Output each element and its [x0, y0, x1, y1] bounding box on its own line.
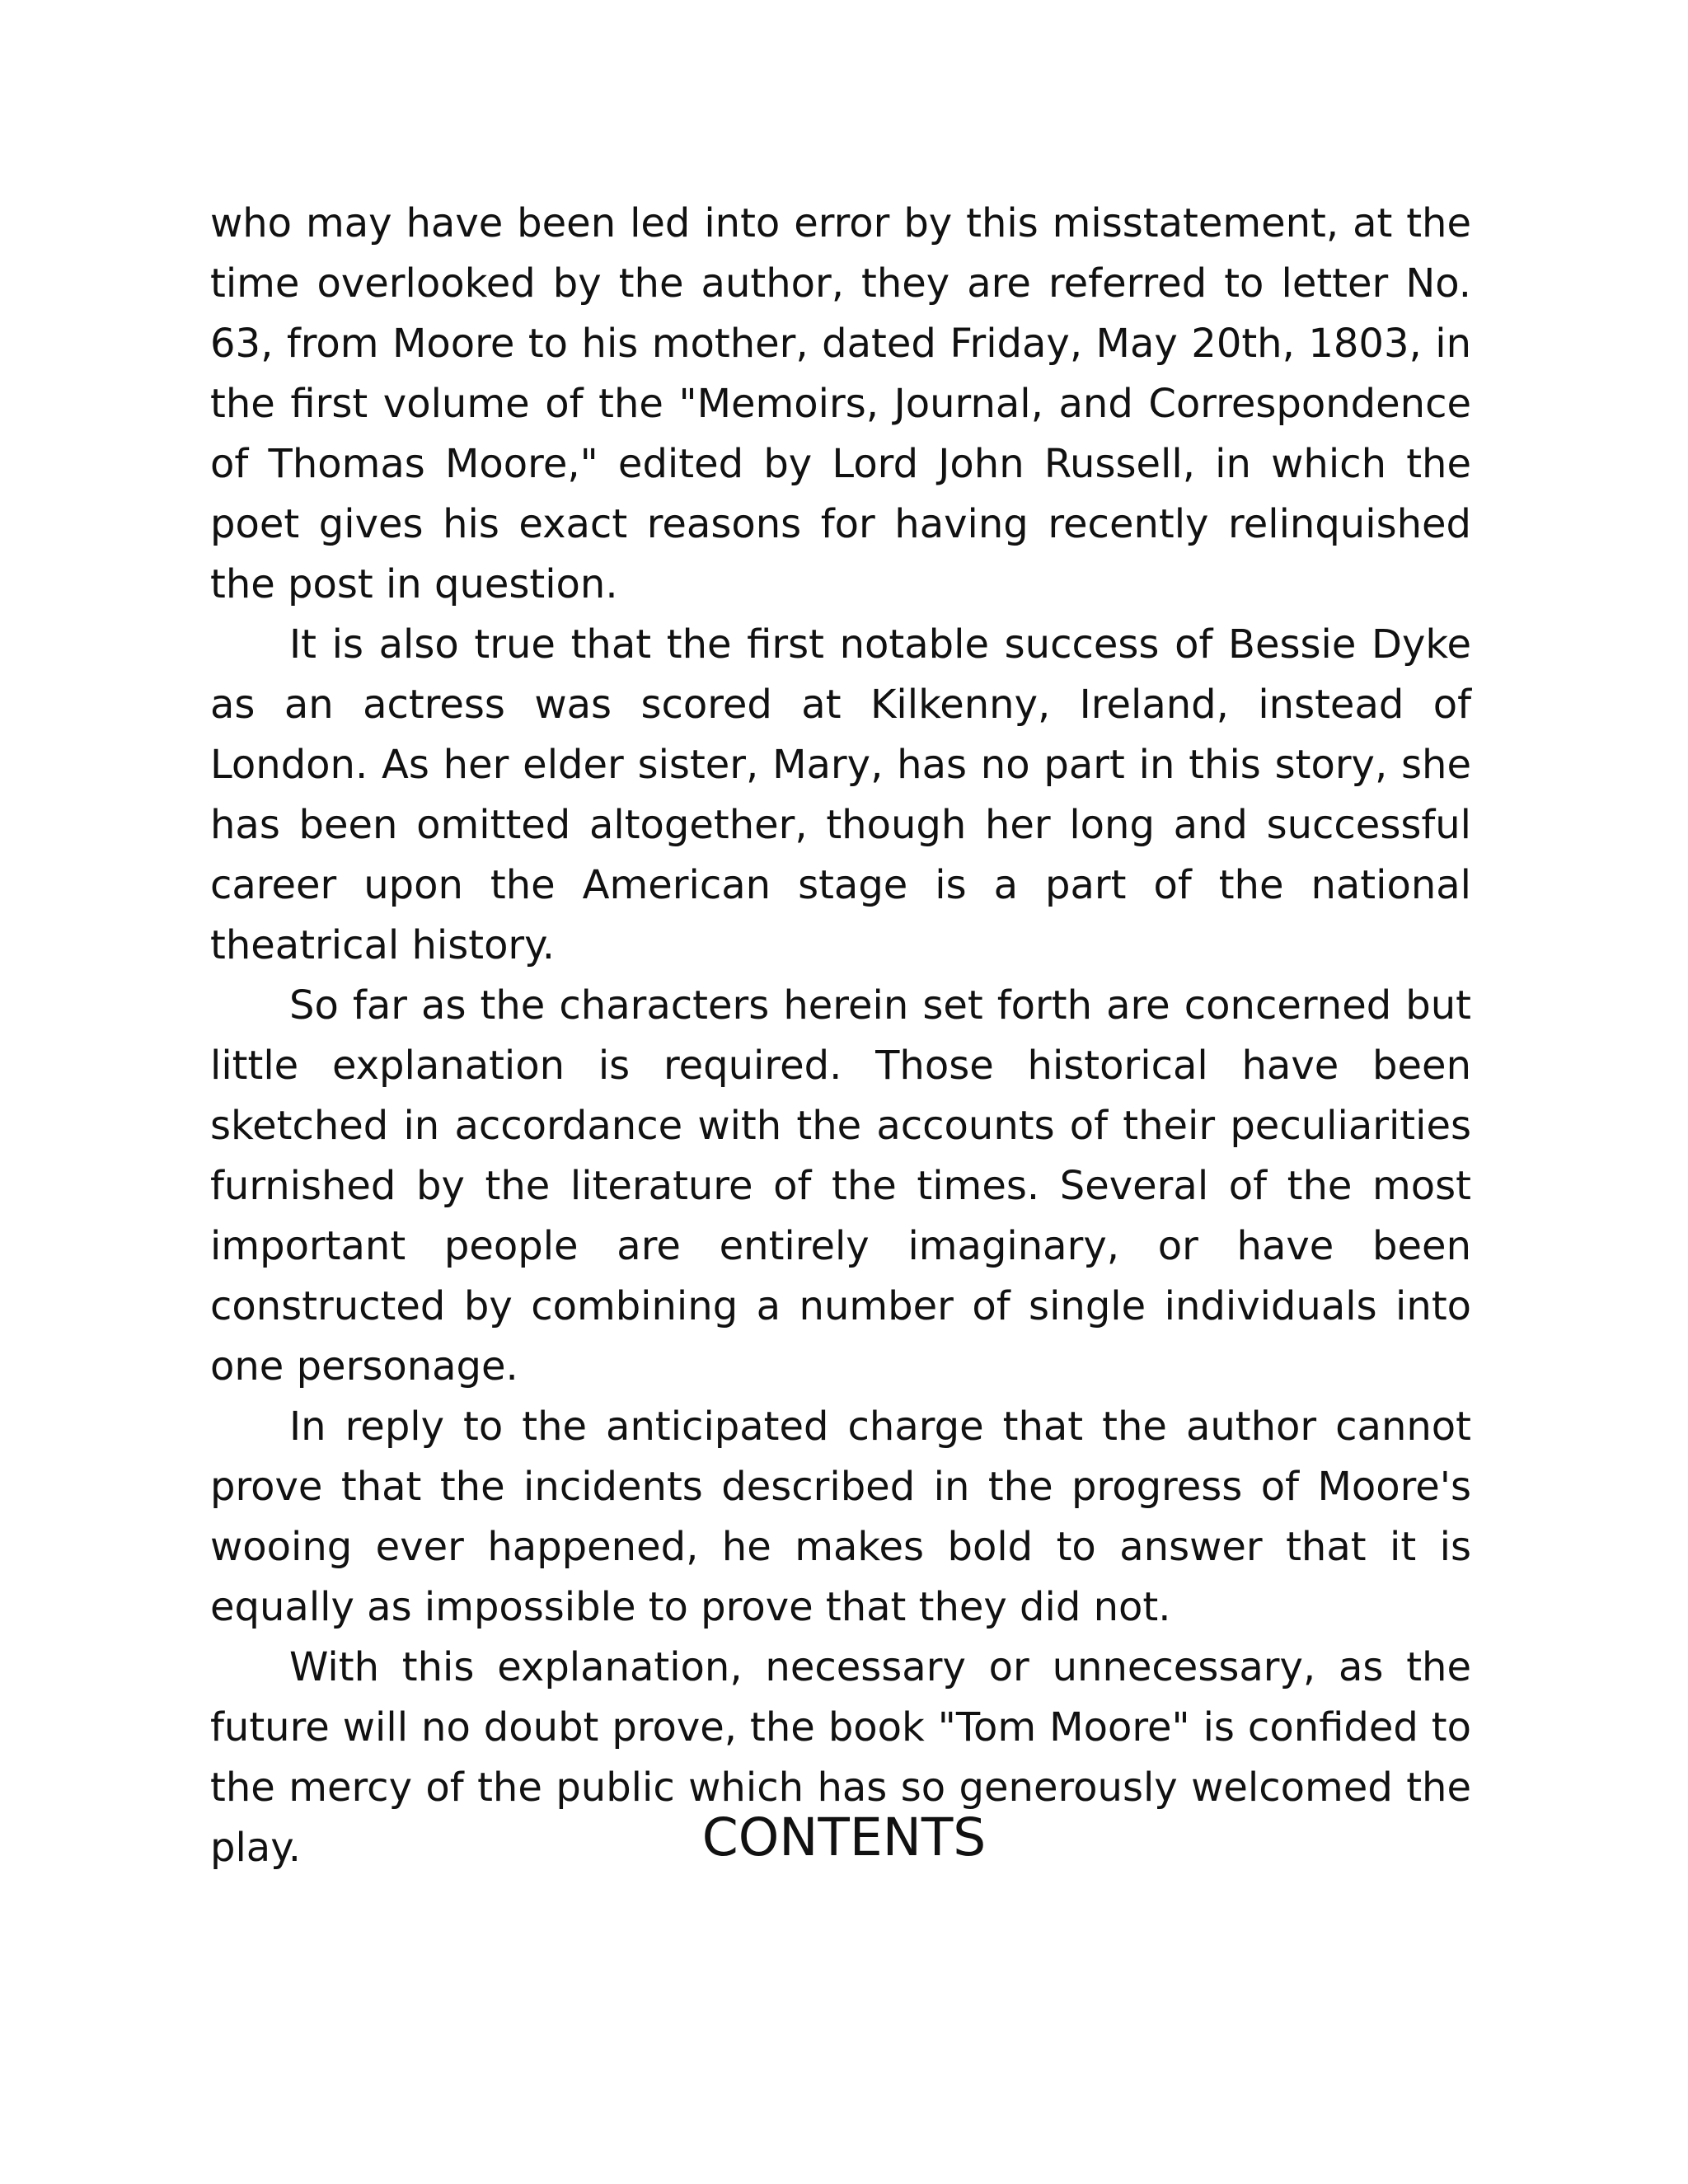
- paragraph-bessie-dyke: It is also true that the first notable success of Bessie Dyke as an actress was scored at Kilkenny, Ireland, instead of London. As her elder sister, Mary, has no part in this story, she has been omitted altogether, though her long and successful career upon the American stage is a part of the national theatrical history.: [210, 621, 1471, 968]
- paragraph-continuation: who may have been led into error by this misstatement, at the time overlooked by the author, they are referred to letter No. 63, from Moore to his mother, dated Friday, May 20th, 1803, in the first volume of the "Memoirs, Journal, and Correspondence of Thomas Moore," edited by Lord John Russell, in which the poet gives his exact reasons for having recently relinquished the post in question.: [210, 200, 1471, 607]
- paragraph-conclusion: With this explanation, necessary or unnecessary, as the future will no doubt prove, the book "Tom Moore" is confided to the mercy of the public which has so generously welcomed the play.: [210, 1644, 1471, 1871]
- paragraph-characters: So far as the characters herein set forth are concerned but little explanation is required. Those historical have been sketched in accordance with the accounts of their peculiarities furnished by the literature of the times. Several of the most important people are entirely imaginary, or have been constructed by combining a number of single individuals into one personage.: [210, 982, 1471, 1390]
- contents-heading: CONTENTS: [701, 1807, 987, 1868]
- document-body: [210, 194, 1471, 1878]
- paragraph-reply: In reply to the anticipated charge that the author cannot prove that the incidents described in the progress of Moore's wooing ever happened, he makes bold to answer that it is equally as impossible to prove that they did not.: [210, 1404, 1471, 1630]
